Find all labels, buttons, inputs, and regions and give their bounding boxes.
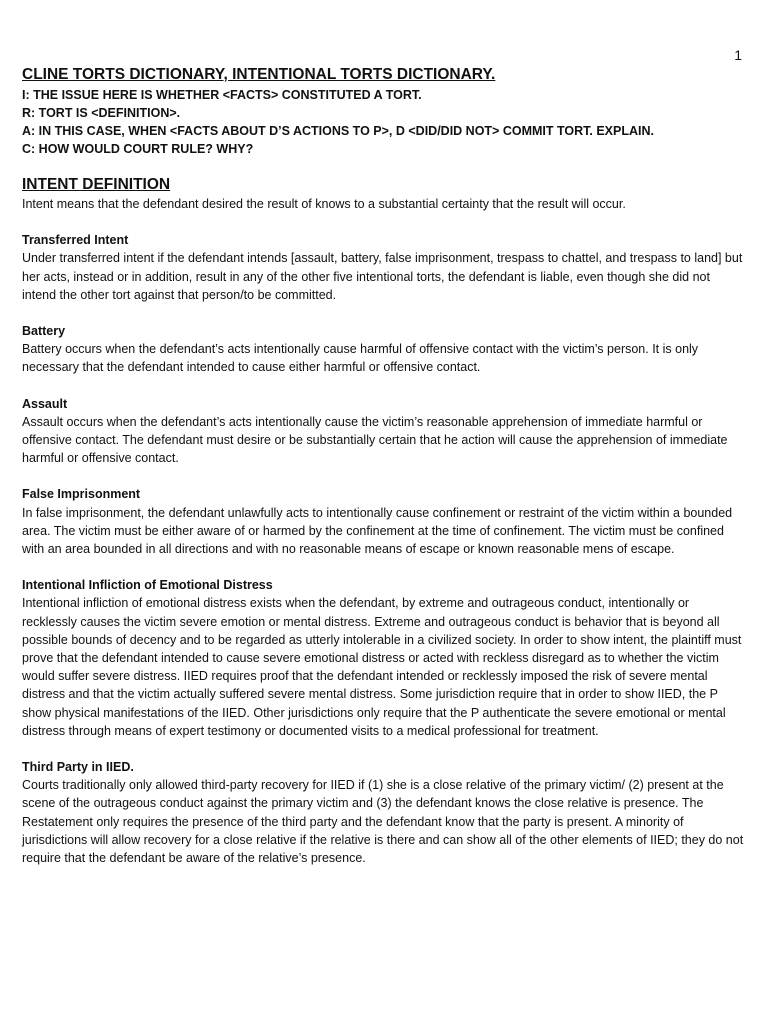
- document-title: CLINE TORTS DICTIONARY, INTENTIONAL TORTS DICTIONARY.: [22, 66, 496, 83]
- intent-definition-text: Intent means that the defendant desired the result of knows to a substantial certainty that the result will occur.: [22, 197, 626, 211]
- section-battery: [22, 322, 744, 377]
- irac-rule-line: R: TORT IS <DEFINITION>.: [22, 106, 181, 120]
- section-text: Battery occurs when the defendant’s acts intentionally cause harmful of offensive contact with the victim’s person. It is only necessary that the defendant intended to cause either harmful or offensive contact.: [22, 342, 699, 375]
- section-text: Under transferred intent if the defendant intends [assault, battery, false imprisonment, trespass to chattel, and trespass to land] but her acts, instead or in addition, result in any of the other five intentional torts, the defendant is liable, even though she did not intend the other tort against that person/to be committed.: [22, 251, 743, 302]
- section-heading: Intentional Infliction of Emotional Distress: [22, 578, 273, 593]
- section-heading: False Imprisonment: [22, 487, 141, 502]
- section-third-party-iied: [22, 758, 744, 867]
- section-text: Assault occurs when the defendant’s acts intentionally cause the victim’s reasonable apprehension of immediate harmful or offensive contact. The defendant must desire or be substantially certain that he action will cause the apprehension of immediate harmful or offensive contact.: [22, 414, 728, 466]
- section-heading: Battery: [22, 324, 66, 339]
- section-heading: Transferred Intent: [22, 233, 129, 248]
- section-transferred-intent: [22, 231, 744, 304]
- irac-issue-line: I: THE ISSUE HERE IS WHETHER <FACTS> CONSTITUTED A TORT.: [22, 88, 422, 102]
- section-text: Courts traditionally only allowed third-party recovery for IIED if (1) she is a close relative of the primary victim/ (2) present at the scene of the outrageous conduct against the primary victim and (3) the defendant knows the close relative is presence. The Restatement only requires the presence of the third party and the defendant know that the party is present. A minority of jurisdictions will allow recovery for a close relative if the relative is there and can show all of the other elements of IIED; they do not require that the defendant be aware of the relative’s presence.: [22, 778, 744, 866]
- irac-conclusion-line: C: HOW WOULD COURT RULE? WHY?: [22, 142, 254, 156]
- page-number: 1: [734, 47, 742, 63]
- section-heading: Assault: [22, 396, 68, 411]
- irac-analysis-line: A: IN THIS CASE, WHEN <FACTS ABOUT D’S ACTIONS TO P>, D <DID/DID NOT> COMMIT TORT. EXPLAIN.: [22, 124, 654, 138]
- section-assault: [22, 395, 744, 468]
- section-heading: Third Party in IIED.: [22, 760, 134, 775]
- intent-definition-heading: INTENT DEFINITION: [22, 176, 171, 193]
- document-body: [22, 65, 744, 867]
- section-text: Intentional infliction of emotional distress exists when the defendant, by extreme and outrageous conduct, intentionally or recklessly causes the victim severe emotion or mental distress. Extreme and outrageous conduct is behavior that is beyond all possible bounds of decency and to be regarded as utterly intolerable in a civilized society. In order to show intent, the plaintiff must prove that the defendant intended to cause severe emotional distress or acted with reckless disregard as to whether the victim would suffer severe distress. IIED requires proof that the defendant intended or recklessly imposed the risk of severe mental distress and that the victim actually suffered severe mental distress. Some jurisdiction require that in order to show IIED, the P show physical manifestations of the IIED. Other jurisdictions only require that the P authenticate the severe emotional or mental distress through means of expert testimony or documented visits to a medical professional for treatment.: [22, 596, 742, 738]
- section-false-imprisonment: [22, 485, 744, 558]
- section-iied: [22, 576, 744, 740]
- section-text: In false imprisonment, the defendant unlawfully acts to intentionally cause confinement or restraint of the victim within a bounded area. The victim must be either aware of or harmed by the confinement at the time of confinement. The victim must be confined with an area bounded in all directions and with no reasonable means of escape or known reasonable mens of escape.: [22, 505, 733, 557]
